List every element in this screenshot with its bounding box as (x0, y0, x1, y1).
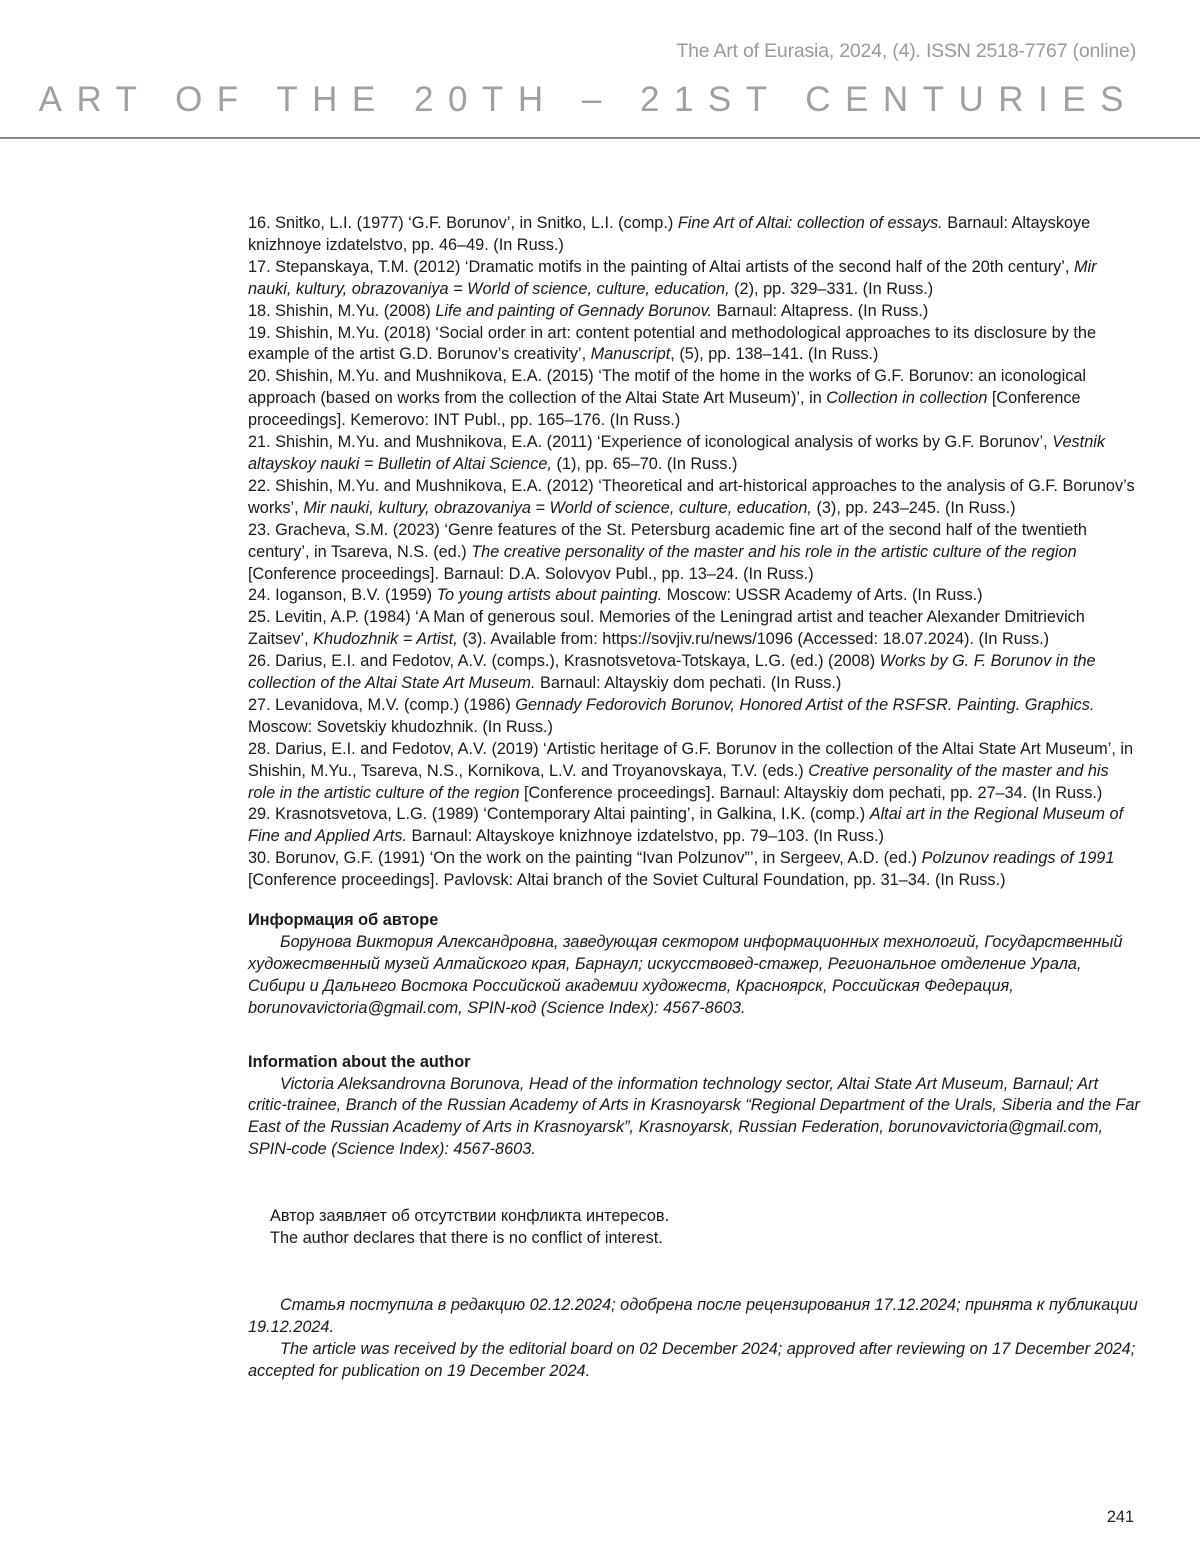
section-title: ART OF THE 20TH – 21ST CENTURIES (38, 80, 1138, 119)
reference-list (248, 213, 1140, 892)
conflict-declaration (248, 1206, 1140, 1250)
reference-title: Collection in collection (826, 389, 988, 408)
conflict-declaration-ru: Автор заявляет об отсутствии конфликта интересов. (270, 1207, 670, 1226)
reference-title: Mir nauki, kultury, obrazovaniya = World of science, culture, education, (248, 257, 1097, 298)
reference-item (248, 651, 1140, 695)
reference-title: Altai art in the Regional Museum of Fine and Applied Arts. (248, 805, 1124, 846)
reference-text: [Conference proceedings]. Pavlovsk: Altai branch of the Soviet Cultural Foundation, pp. 31–34. (In Russ.) (248, 871, 1006, 890)
reference-text: Barnaul: Altapress. (In Russ.) (712, 301, 929, 320)
reference-item (248, 695, 1140, 739)
reference-text: (3). Available from: https://sovjiv.ru/news/1096 (Accessed: 18.07.2024). (In Russ.) (457, 630, 1050, 649)
author-info-ru-text: Борунова Виктория Александровна, заведующая сектором информационных технологий, Государственный художественный музей Алтайского края, Барнаул; искусствовед-стажер, Региональное отделение Урала, Сибири и Дальнего Востока Российской академии художеств, Красноярск, Российская Федерация, borunovavictoria@gmail.com, SPIN-код (Science Index): 4567-8603. (248, 933, 1123, 1017)
reference-text: [Conference proceedings]. Barnaul: D.A. Solovyov Publ., pp. 13–24. (In Russ.) (248, 564, 814, 583)
reference-item (248, 804, 1140, 848)
reference-text: Moscow: USSR Academy of Arts. (In Russ.) (662, 586, 983, 605)
reference-title: Vestnik altayskoy nauki = Bulletin of Altai Science, (248, 433, 1106, 473)
reference-title: Fine Art of Altai: collection of essays. (677, 214, 943, 232)
reference-text: [Conference proceedings]. Barnaul: Altayskiy dom pechati, pp. 27–34. (In Russ.) (519, 783, 1103, 802)
reference-text: (1), pp. 65–70. (In Russ.) (551, 454, 738, 473)
page-content (248, 213, 1140, 1383)
reference-text: 28. Darius, E.I. and Fedotov, A.V. (2019) ‘Artistic heritage of G.F. Borunov in the collection of the Altai State Art Museum’, in Shishin, M.Yu., Tsareva, N.S., Kornikova, L.V. and Troyanovskaya, T.V. (eds.) (248, 739, 1134, 780)
author-info-en-text: Victoria Aleksandrovna Borunova, Head of the information technology sector, Altai State Art Museum, Barnaul; Art critic-trainee, Branch of the Russian Academy of Arts in Krasnoyarsk “Regional Department of the Urals, Siberia and the Far East of the Russian Academy of Arts in Krasnoyarsk”, Krasnoyarsk, Russian Federation, borunovavictoria@gmail.com, SPIN-code (Science Index): 4567-8603. (248, 1074, 1140, 1159)
reference-text: 25. Levitin, A.P. (1984) ‘A Man of generous soul. Memories of the Leningrad artist and teacher Alexander Dmitrievich Zaitsev’, (248, 608, 1085, 649)
reference-text: 22. Shishin, M.Yu. and Mushnikova, E.A. (2012) ‘Theoretical and art-historical approaches to the analysis of G.F. Borunov’s works’, (248, 476, 1135, 517)
reference-item (248, 739, 1140, 805)
reference-title: To young artists about painting. (436, 586, 663, 605)
reference-title: Works by G. F. Borunov in the collection of the Altai State Art Museum. (248, 652, 1096, 693)
reference-item (248, 432, 1140, 476)
reference-item (248, 607, 1140, 651)
reference-title: Gennady Fedorovich Borunov, Honored Artist of the RSFSR. Painting. Graphics. (515, 695, 1095, 714)
article-dates-ru: Статья поступила в редакцию 02.12.2024; одобрена после рецензирования 17.12.2024; принята к публикации 19.12.2024. (248, 1295, 1138, 1336)
reference-text: 23. Gracheva, S.M. (2023) ‘Genre features of the St. Petersburg academic fine art of the second half of the twentieth century’, in Tsareva, N.S. (ed.) (248, 520, 1087, 561)
reference-text: 20. Shishin, M.Yu. and Mushnikova, E.A. (2015) ‘The motif of the home in the works of G.F. Borunov: an iconological approach (based on works from the collection of the Altai State Art Museum)’, in (248, 367, 1087, 408)
reference-title: Mir nauki, kultury, obrazovaniya = World of science, culture, education, (303, 498, 812, 517)
author-info-en (248, 1052, 1140, 1162)
reference-text: Moscow: Sovetskiy khudozhnik. (In Russ.) (248, 717, 553, 736)
journal-citation: The Art of Eurasia, 2024, (4). ISSN 2518-7767 (online) (676, 40, 1136, 62)
reference-text: 21. Shishin, M.Yu. and Mushnikova, E.A. (2011) ‘Experience of iconological analysis of works by G.F. Borunov’, (248, 433, 1053, 452)
author-info-ru-heading: Информация об авторе (248, 911, 439, 930)
reference-item (248, 301, 1140, 323)
reference-text: (3), pp. 243–245. (In Russ.) (811, 498, 1016, 517)
reference-title: Khudozhnik = Artist, (313, 630, 458, 649)
reference-text: 27. Levanidova, M.V. (comp.) (1986) (248, 695, 516, 714)
reference-text: 18. Shishin, M.Yu. (2008) (248, 301, 436, 320)
reference-text: Barnaul: Altayskoye knizhnoye izdatelstvo, pp. 46–49. (In Russ.) (248, 214, 1091, 254)
reference-item (248, 848, 1140, 892)
reference-text: Barnaul: Altayskiy dom pechati. (In Russ.) (535, 674, 842, 693)
header-divider (0, 137, 1200, 139)
reference-item (248, 213, 1140, 257)
reference-item (248, 585, 1140, 607)
reference-text: 30. Borunov, G.F. (1991) ‘On the work on the painting “Ivan Polzunov”’, in Sergeev, A.D. (ed.) (248, 849, 922, 868)
article-dates-en: The article was received by the editorial board on 02 December 2024; approved after reviewing on 17 December 2024; accepted for publication on 19 December 2024. (248, 1339, 1136, 1380)
reference-title: The creative personality of the master and his role in the artistic culture of the region (471, 542, 1077, 561)
reference-item (248, 257, 1140, 301)
reference-text: 17. Stepanskaya, T.M. (2012) ‘Dramatic motifs in the painting of Altai artists of the second half of the 20th century’, (248, 257, 1074, 276)
reference-title: Creative personality of the master and his role in the artistic culture of the region (248, 761, 1109, 802)
reference-item (248, 366, 1140, 432)
reference-text: (2), pp. 329–331. (In Russ.) (729, 279, 934, 298)
reference-title: Manuscript (590, 345, 671, 364)
reference-text: , (5), pp. 138–141. (In Russ.) (670, 345, 879, 364)
reference-title: Life and painting of Gennady Borunov. (435, 301, 713, 320)
author-info-ru (248, 910, 1140, 1020)
page-number: 241 (1106, 1508, 1134, 1526)
reference-item (248, 476, 1140, 520)
reference-title: Polzunov readings of 1991 (921, 849, 1115, 868)
conflict-declaration-en: The author declares that there is no conflict of interest. (270, 1229, 663, 1248)
reference-text: 19. Shishin, M.Yu. (2018) ‘Social order in art: content potential and methodological approaches to its disclosure by the example of the artist G.D. Borunov’s creativity’, (248, 323, 1097, 364)
reference-text: Barnaul: Altayskoye knizhnoye izdatelstvo, pp. 79–103. (In Russ.) (406, 827, 884, 846)
reference-text: [Conference proceedings]. Kemerovo: INT Publ., pp. 165–176. (In Russ.) (248, 389, 1081, 430)
article-dates (248, 1295, 1140, 1383)
reference-text: 29. Krasnotsvetova, L.G. (1989) ‘Contemporary Altai painting’, in Galkina, I.K. (comp.) (248, 805, 870, 824)
reference-text: 26. Darius, E.I. and Fedotov, A.V. (comps.), Krasnotsvetova-Totskaya, L.G. (ed.) (2008) (248, 652, 880, 671)
reference-item (248, 323, 1140, 367)
author-info-en-heading: Information about the author (248, 1052, 471, 1071)
reference-item (248, 520, 1140, 586)
reference-text: 16. Snitko, L.I. (1977) ‘G.F. Borunov’, in Snitko, L.I. (comp.) (248, 214, 678, 232)
reference-text: 24. Ioganson, B.V. (1959) (248, 586, 437, 605)
